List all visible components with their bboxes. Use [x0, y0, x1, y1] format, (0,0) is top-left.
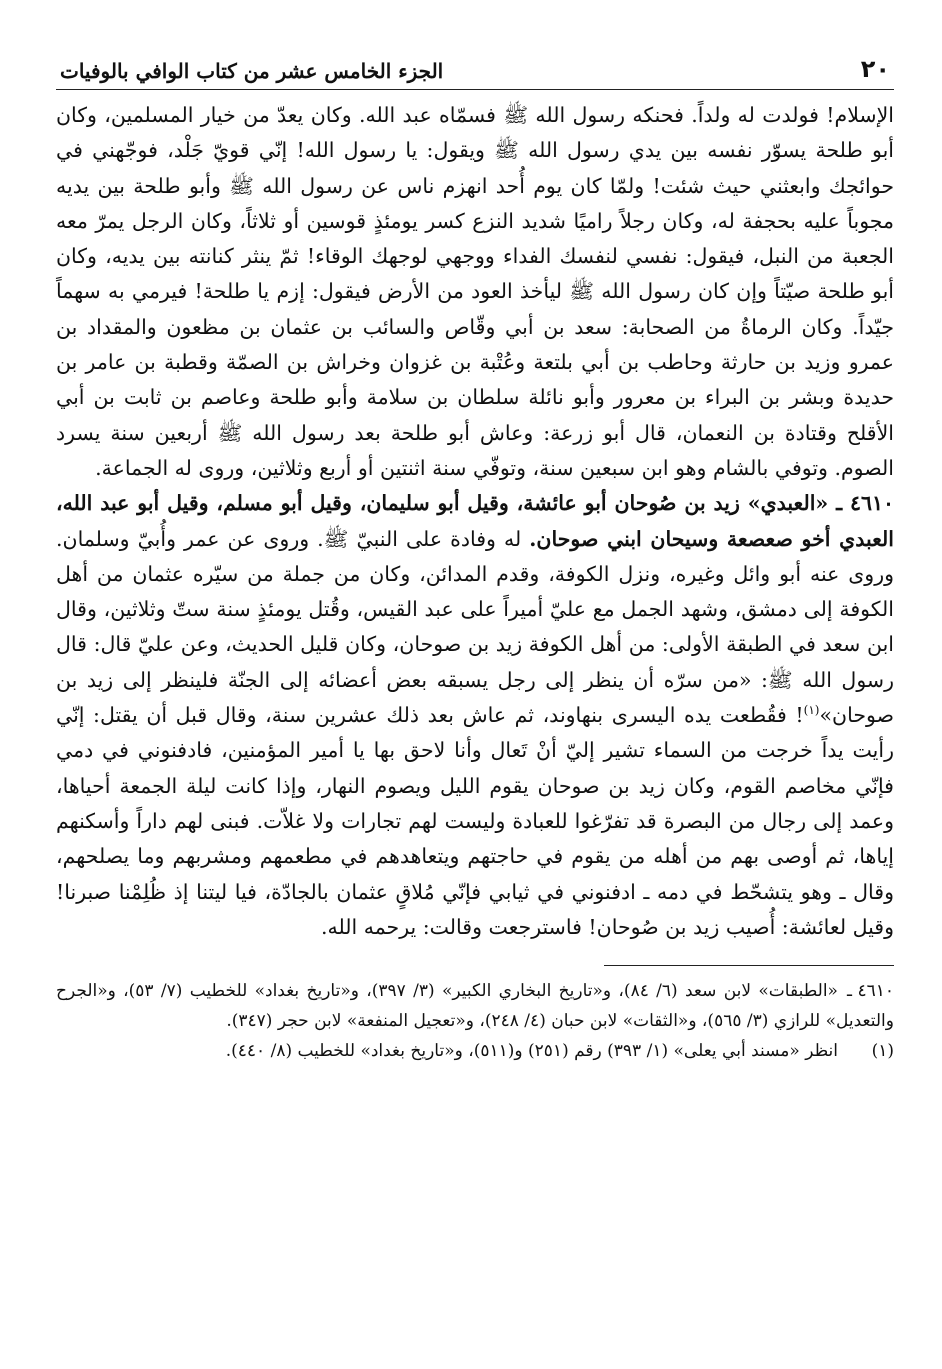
paragraph-abu-talha: الإسلام! فولدت له ولداً. فحنكه رسول الله ﷺ فسمّاه عبد الله. وكان يعدّ من خيار المسلمين، وكان أبو طلحة يسوّر نفسه بين يدي رسول الله ﷺ ويقول: يا رسول الله! إنّي قويّ جَلْد، فوجّهني في حوائجك وابعثني حيث شئت! ولمّا كان يوم أُحد انهزم ناس عن رسول الله ﷺ وأبو طلحة بين يديه مجوباً عليه بحجفة له، وكان رجلاً راميًا شديد النزع كسر يومئذٍ قوسين أو ثلاثاً، وكان الرجل يمرّ معه الجعبة من النبل، فيقول: نفسي لنفسك الفداء ووجهي لوجهك الوقاء! ثمّ ينثر كنانته بين يديه، وكان أبو طلحة صيّتاً وإن كان رسول الله ﷺ ليأخذ العود من الأرض فيقول: إزم يا طلحة! فيرمي به سهماً جيّداً. وكان الرماةُ من الصحابة: سعد بن أبي وقّاص والسائب بن عثمان بن مظعون والمقداد بن عمرو وزيد بن حارثة وحاطب بن أبي بلتعة وعُتْبة بن غزوان وخراش بن الصمّة وقطبة بن عامر بن حديدة وبشر بن البراء بن معرور وأبو نائلة سلطان بن سلامة وأبو طلحة وعاصم بن ثابت بن أبي الأقلح وقتادة بن النعمان، قال أبو زرعة: وعاش أبو طلحة بعد رسول الله ﷺ أربعين سنة يسرد الصوم. وتوفي بالشام وهو ابن سبعين سنة، وتوفّي سنة اثنتين أو أربع وثلاثين، وروى له الجماعة. [56, 103, 894, 480]
footnote-reference[interactable]: (١) [803, 703, 820, 718]
footnote-1 [56, 1036, 894, 1066]
entry-4610 [56, 486, 894, 945]
page-number: ٢٠ [860, 55, 890, 83]
page-header [56, 48, 894, 90]
footnote-marker: ٤٦١٠ ـ [847, 981, 894, 1002]
entry-text-part-1: له وفادة على النبيّ ﷺ. وروى عن عمر وأُبيّ وسلمان. وروى عنه أبو وائل وغيره، ونزل الكوفة، وقدم المدائن، وكان من جملة من سيّره عثمان من أهل الكوفة إلى دمشق، وشهد الجمل مع عليّ أميراً على عبد القيس، وقُتل يومئذٍ سنة ستّ وثلاثين، وقال ابن سعد في الطبقة الأولى: من أهل الكوفة زيد بن صوحان، وكان قليل الحديث، وعن عليّ قال: قال رسول الله ﷺ: «من سرّه أن ينظر إلى رجل يسبقه بعض أعضائه إلى الجنّة فلينظر إلى زيد بن صوحان» [56, 526, 894, 728]
book-page [56, 48, 894, 1348]
entry-heading: ٤٦١٠ ـ «العبدي» زيد بن صُوحان أبو عائشة، وقيل أبو سليمان، وقيل أبو مسلم، وقيل أبو عبد الله، العبدي أخو صعصعة وسيحان ابني صوحان. [56, 491, 894, 551]
footnote-divider [604, 965, 894, 966]
footnote-text: «الطبقات» لابن سعد (٦/ ٨٤)، و«تاريخ البخاري الكبير» (٣/ ٣٩٧)، و«تاريخ بغداد» للخطيب (٧/ ٥٣)، و«الجرح والتعديل» للرازي (٣/ ٥٦٥)، و«الثقات» لابن حبان (٤/ ٢٤٨)، و«تعجيل المنفعة» لابن حجر (٣٤٧). [56, 981, 894, 1032]
running-title: الجزء الخامس عشر من كتاب الوافي بالوفيات [60, 59, 444, 83]
main-text [56, 98, 894, 945]
footnote-text: انظر «مسند أبي يعلى» (١/ ٣٩٣) رقم (٢٥١) و(٥١١)، و«تاريخ بغداد» للخطيب (٨/ ٤٤٠). [225, 1041, 838, 1062]
footnote-4610 [56, 976, 894, 1036]
entry-text-part-2: ! فقُطعت يده اليسرى بنهاوند، ثم عاش بعد ذلك عشرين سنة، وقال قبل أن يقتل: إنّي رأيت يداً خرجت من السماء تشير إليّ أنْ تَعال وأنا لاحق بها يا أمير المؤمنين، فادفنوني في دمي فإنّي مخاصم القوم، وكان زيد بن صوحان يقوم الليل ويصوم النهار، وإذا كانت ليلة الجمعة أحياها، وعمد إلى رجال من البصرة قد تفرّغوا للعبادة وليست لهم تجارات ولا غلاّت. فبنى لهم داراً وأسكنهم إياها، ثم أوصى بهم من أهله من يقوم في حاجتهم ويتعاهدهم في مطعمهم ومشربهم وما يصلحهم، وقال ـ وهو يتشحّط في دمه ـ ادفنوني في ثيابي فإنّي مُلاقٍ عثمان بالجادّة، فيا ليتنا إذ ظُلِمْنا صبرنا! وقيل لعائشة: أُصيب زيد بن صُوحان! فاسترجعت وقالت: يرحمه الله. [56, 703, 894, 939]
footnote-marker: (١) [871, 1041, 894, 1062]
footnotes [56, 976, 894, 1066]
